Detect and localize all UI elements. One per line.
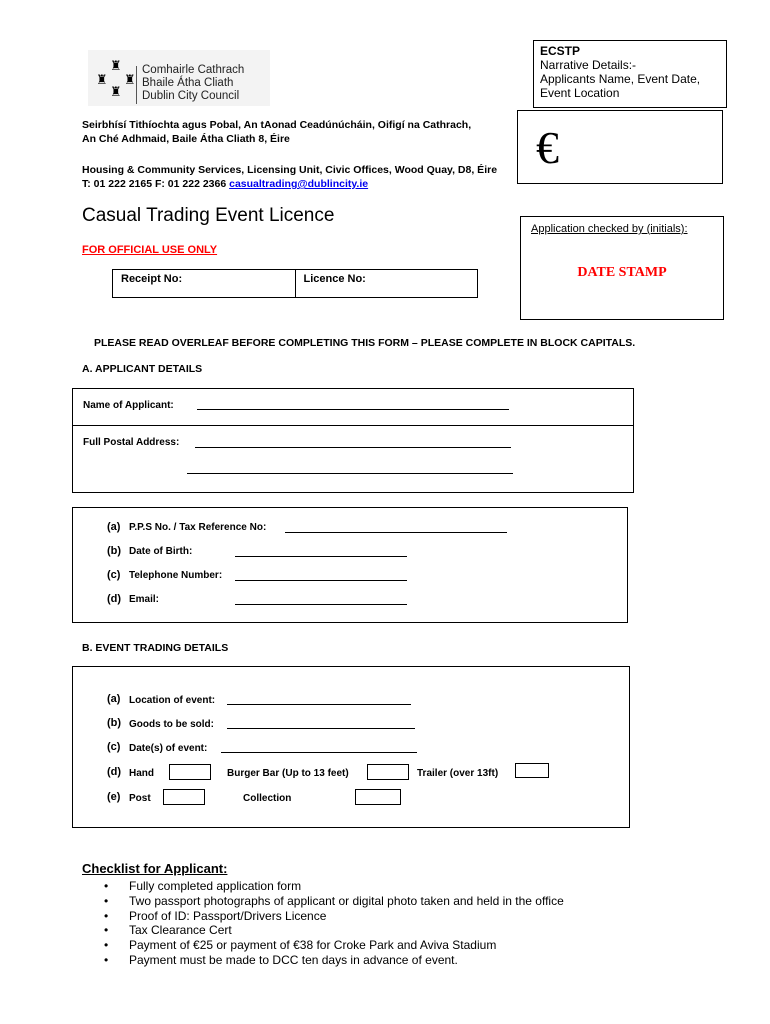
ecstp-line-1: Narrative Details:-	[540, 58, 637, 72]
castle-icon: ♜	[110, 85, 122, 100]
checked-by-label: Application checked by (initials):	[531, 223, 688, 235]
official-use-heading: FOR OFFICIAL USE ONLY	[82, 244, 218, 256]
applicant-id-box	[72, 507, 628, 623]
email-link[interactable]: casualtrading@dublincity.ie	[229, 178, 369, 190]
checklist-item: • Fully completed application form	[104, 879, 564, 894]
checklist-item: • Tax Clearance Cert	[104, 923, 564, 938]
email-field[interactable]	[235, 604, 407, 605]
hand-checkbox[interactable]	[169, 764, 211, 780]
phone-fax: T: 01 222 2165 F: 01 222 2366	[82, 178, 230, 190]
checklist-item: • Payment of €25 or payment of €38 for Croke Park and Aviva Stadium	[104, 938, 564, 953]
field-letter-e: (e)	[107, 791, 121, 803]
field-letter-a: (a)	[107, 521, 121, 533]
collection-checkbox[interactable]	[355, 789, 401, 805]
castle-icon: ♜	[110, 59, 122, 74]
location-field[interactable]	[227, 704, 411, 705]
pps-field[interactable]	[285, 532, 507, 533]
event-dates-label: Date(s) of event:	[129, 743, 208, 754]
telephone-label: Telephone Number:	[129, 570, 223, 581]
postal-address-box	[72, 425, 634, 493]
address-irish-line-2: An Ché Adhmaid, Baile Átha Cliath 8, Éire	[82, 133, 290, 145]
goods-label: Goods to be sold:	[129, 719, 214, 730]
section-b-heading: B. EVENT TRADING DETAILS	[82, 642, 229, 654]
post-checkbox[interactable]	[163, 789, 205, 805]
castle-icon: ♜	[96, 73, 108, 88]
name-of-applicant-field[interactable]	[197, 409, 509, 410]
field-letter-d: (d)	[107, 766, 122, 778]
field-letter-c: (c)	[107, 569, 121, 581]
event-trading-box	[72, 666, 630, 828]
field-letter-d: (d)	[107, 593, 122, 605]
applicant-name-box	[72, 388, 634, 426]
ecstp-line-2: Applicants Name, Event Date,	[540, 72, 701, 86]
checklist	[104, 879, 564, 968]
trailer-label: Trailer (over 13ft)	[417, 768, 499, 779]
post-label: Post	[129, 793, 151, 804]
contact-line	[82, 177, 368, 191]
ecstp-line-3: Event Location	[540, 86, 620, 100]
checklist-item: • Proof of ID: Passport/Drivers Licence	[104, 909, 564, 924]
receipt-no-cell: Receipt No:	[113, 270, 296, 297]
checklist-item: • Payment must be made to DCC ten days in advance of event.	[104, 953, 564, 968]
licence-no-cell: Licence No:	[303, 273, 366, 285]
collection-label: Collection	[243, 793, 292, 804]
goods-field[interactable]	[227, 728, 415, 729]
trailer-checkbox[interactable]	[515, 763, 549, 778]
checklist-item: • Two passport photographs of applicant or digital photo taken and held in the office	[104, 894, 564, 909]
email-label: Email:	[129, 594, 160, 605]
field-letter-b: (b)	[107, 545, 122, 557]
postal-address-field-2[interactable]	[187, 473, 513, 474]
field-letter-c: (c)	[107, 741, 121, 753]
date-stamp-box	[520, 216, 724, 320]
burger-bar-label: Burger Bar (Up to 13 feet)	[227, 768, 349, 779]
pps-label: P.P.S No. / Tax Reference No:	[129, 522, 267, 533]
logo-line-irish-1: Comhairle Cathrach	[142, 64, 245, 76]
read-overleaf-notice: PLEASE READ OVERLEAF BEFORE COMPLETING THIS FORM – PLEASE COMPLETE IN BLOCK CAPITALS.	[94, 337, 636, 349]
date-of-birth-label: Date of Birth:	[129, 546, 193, 557]
field-letter-a: (a)	[107, 693, 121, 705]
date-stamp-text: DATE STAMP	[577, 265, 667, 280]
logo-line-irish-2: Bhaile Átha Cliath	[142, 77, 234, 89]
section-a-heading: A. APPLICANT DETAILS	[82, 363, 203, 375]
ecstp-code: ECSTP	[540, 44, 581, 58]
euro-icon: €	[536, 122, 559, 173]
castle-icon: ♜	[124, 73, 136, 88]
address-irish-line-1: Seirbhísí Tithíochta agus Pobal, An tAonad Ceadúnúcháin, Oifigí na Cathrach,	[82, 119, 472, 131]
official-use-table	[112, 269, 478, 298]
field-letter-b: (b)	[107, 717, 122, 729]
event-dates-field[interactable]	[221, 752, 417, 753]
dublin-city-council-logo	[88, 50, 270, 106]
address-english: Housing & Community Services, Licensing Unit, Civic Offices, Wood Quay, D8, Éire	[82, 164, 498, 176]
postal-address-label: Full Postal Address:	[83, 437, 180, 448]
logo-line-english: Dublin City Council	[142, 90, 240, 102]
telephone-field[interactable]	[235, 580, 407, 581]
logo-divider	[136, 66, 137, 104]
burger-bar-checkbox[interactable]	[367, 764, 409, 780]
hand-label: Hand	[129, 768, 154, 779]
location-label: Location of event:	[129, 695, 216, 706]
postal-address-field-1[interactable]	[195, 447, 511, 448]
name-of-applicant-label: Name of Applicant:	[83, 400, 174, 411]
page-title: Casual Trading Event Licence	[82, 205, 335, 226]
ecstp-narrative-box	[533, 40, 727, 108]
checklist-title: Checklist for Applicant:	[82, 861, 228, 876]
date-of-birth-field[interactable]	[235, 556, 407, 557]
fee-box	[517, 110, 723, 184]
